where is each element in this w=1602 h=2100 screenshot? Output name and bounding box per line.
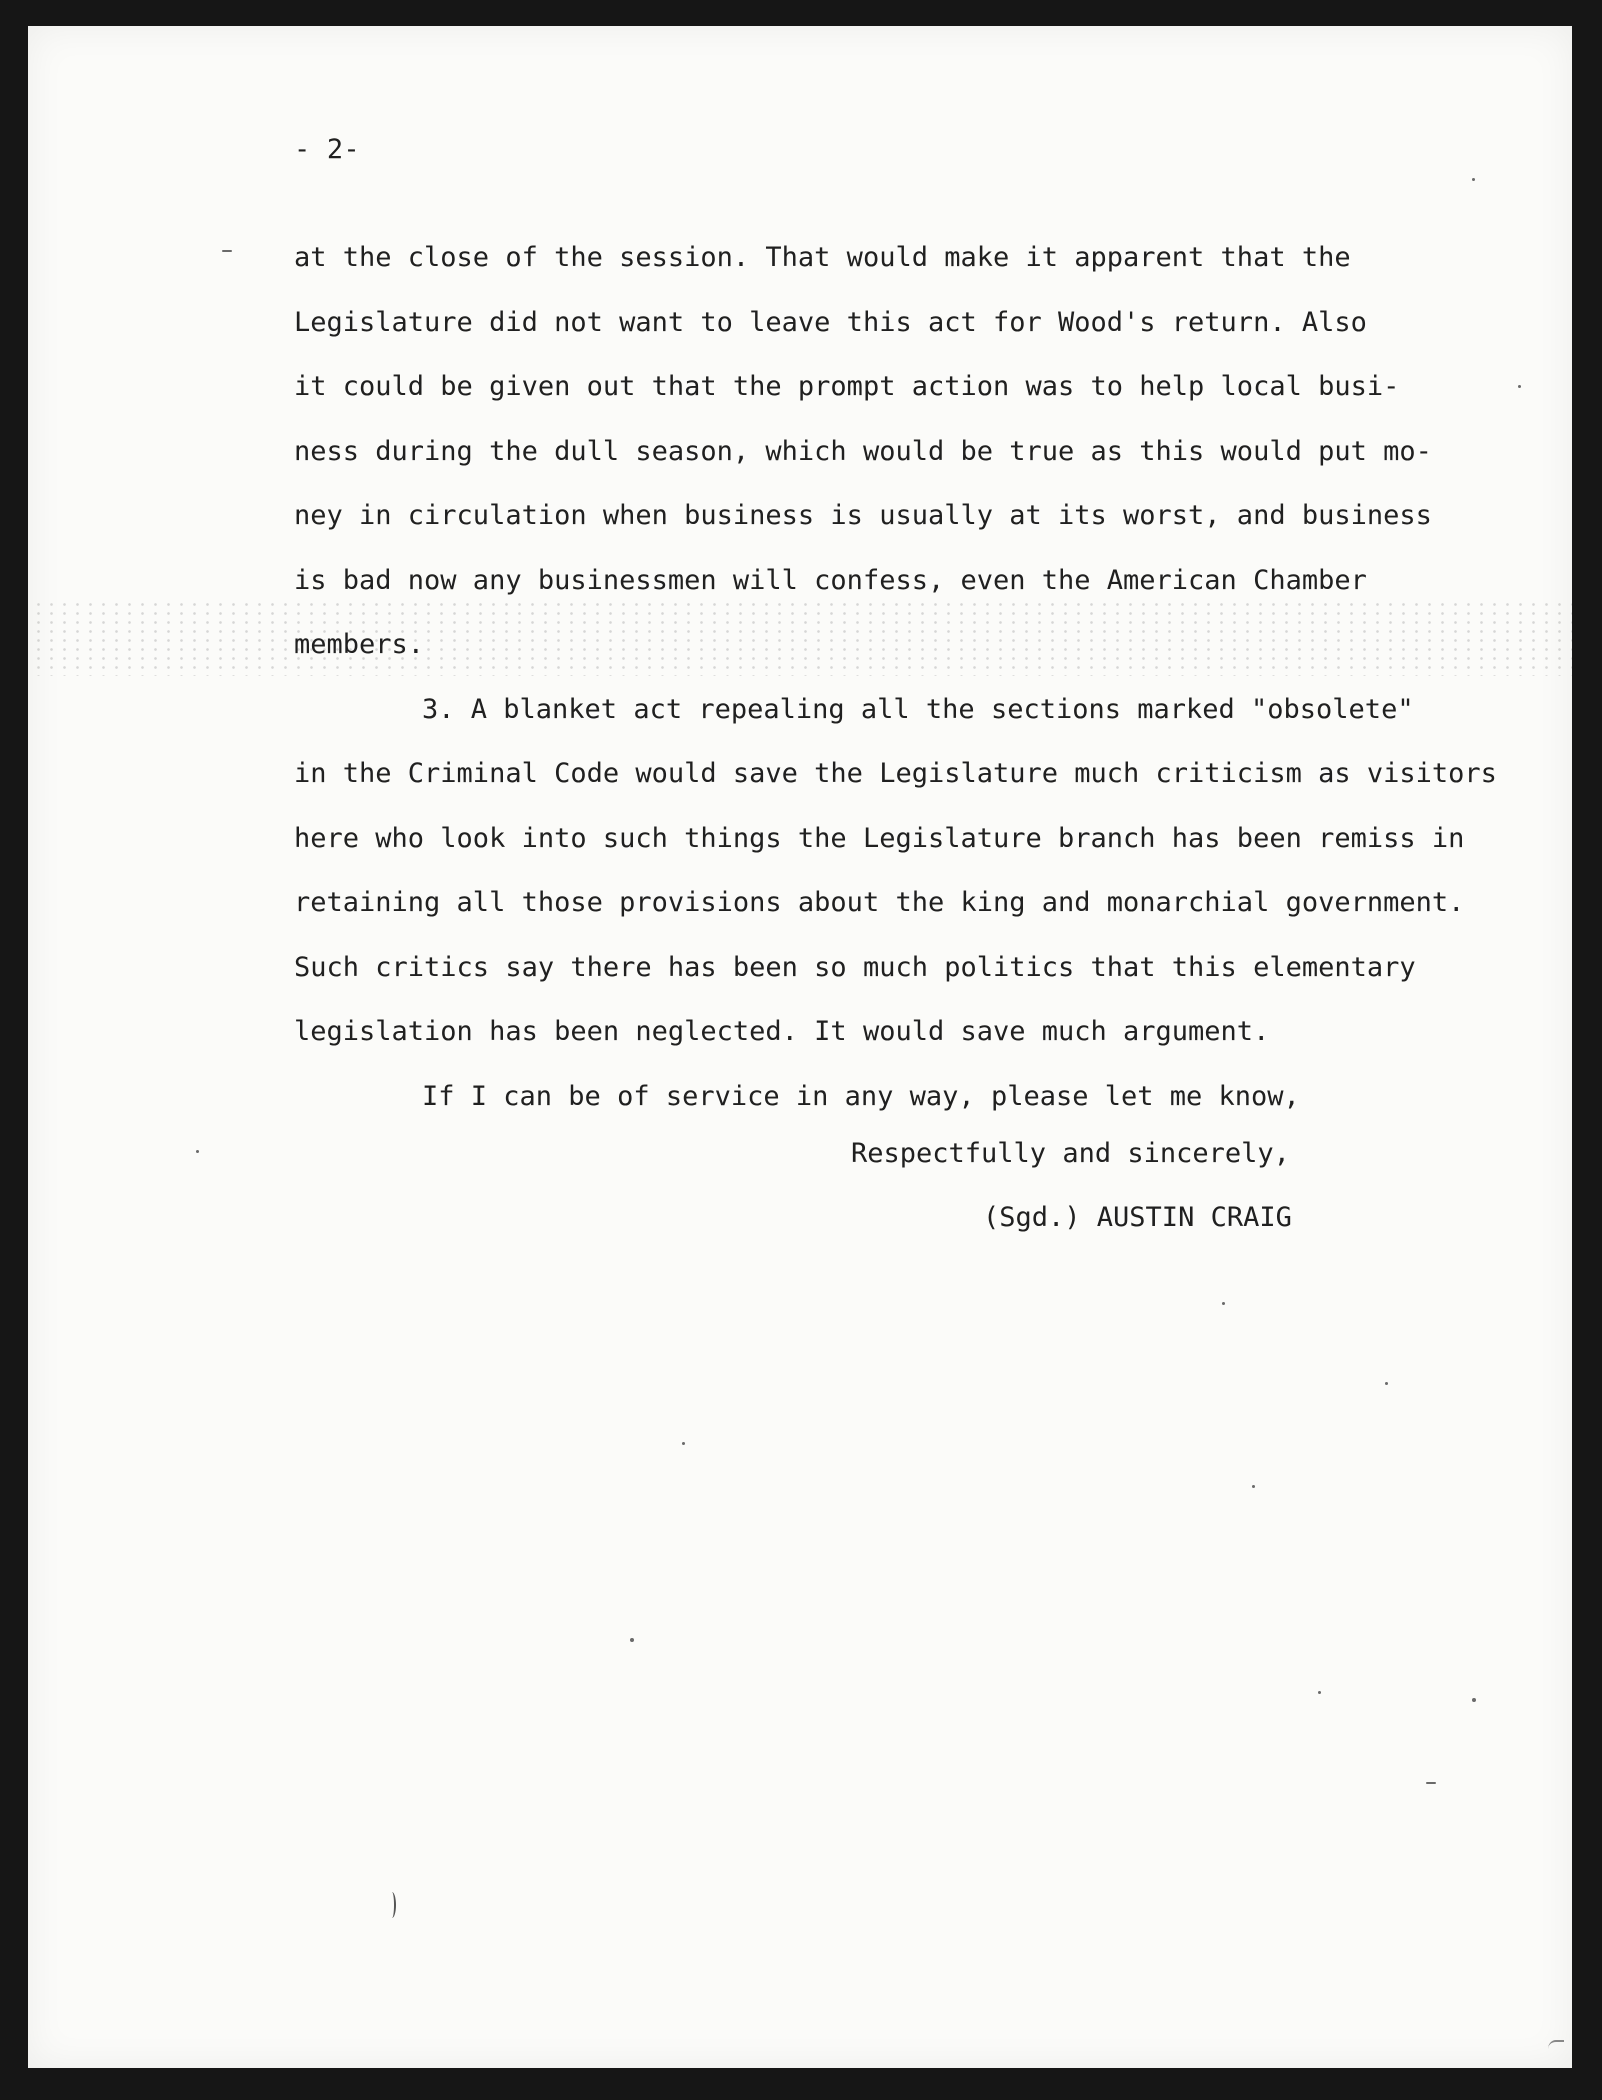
paragraph-line: it could be given out that the prompt action was to help local busi- [294, 371, 1400, 402]
paragraph-line: ness during the dull season, which would be true as this would put mo- [294, 435, 1432, 467]
scan-speck [682, 1442, 685, 1445]
page-number: - 2- [294, 134, 360, 165]
letter-body [294, 226, 1504, 1129]
scan-speck [630, 1638, 634, 1642]
scan-speck [1252, 1485, 1255, 1488]
signature: (Sgd.) AUSTIN CRAIG [983, 1202, 1292, 1233]
point-3-line: Such critics say there has been so much politics that this elementary [294, 951, 1416, 983]
scan-speck [388, 1892, 396, 1918]
scan-speck [222, 250, 232, 252]
point-3-line: in the Criminal Code would save the Legislature much criticism as visitors [294, 758, 1497, 789]
point-3-line: legislation has been neglected. It would save much argument. [294, 1016, 1270, 1047]
point-3-line: 3. A blanket act repealing all the sections marked "obsolete" [422, 693, 1414, 725]
scan-speck [1472, 178, 1475, 181]
paragraph-line: members. [294, 629, 425, 660]
scan-speck [1222, 1302, 1225, 1305]
scan-speck [196, 1150, 199, 1153]
paragraph-line: at the close of the session. That would make it apparent that the [294, 242, 1351, 273]
scan-speck [1472, 1698, 1476, 1702]
scan-speck [1385, 1382, 1388, 1385]
paragraph-line: Legislature did not want to leave this act for Wood's return. Also [294, 306, 1367, 338]
paragraph-line: ney in circulation when business is usually at its worst, and business [294, 500, 1432, 531]
scan-speck [1548, 2040, 1564, 2058]
paragraph-line: is bad now any businessmen will confess, even the American Chamber [294, 564, 1367, 596]
scan-speck [1318, 1691, 1321, 1694]
scan-speck [1426, 1782, 1436, 1784]
closing-sentence: If I can be of service in any way, please let me know, [422, 1080, 1300, 1112]
complimentary-close: Respectfully and sincerely, [851, 1138, 1290, 1169]
point-3-line: here who look into such things the Legislature branch has been remiss in [294, 822, 1465, 854]
scan-speck [1518, 385, 1521, 388]
point-3-line: retaining all those provisions about the king and monarchial government. [294, 887, 1465, 918]
